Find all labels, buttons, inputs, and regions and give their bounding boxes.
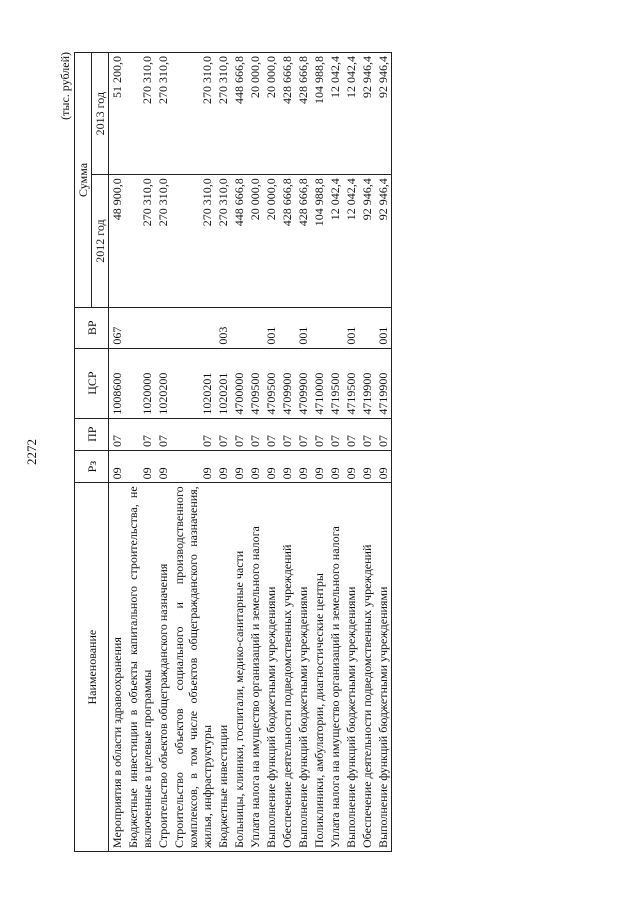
row-name: Обеспечение деятельности подведомственных учреждений bbox=[279, 483, 295, 852]
row-csr: 4719900 bbox=[375, 348, 392, 418]
row-csr: 1020201 bbox=[171, 348, 215, 418]
row-rz: 09 bbox=[155, 450, 171, 482]
row-sum-2012: 20 000,0 bbox=[263, 175, 279, 308]
row-sum-2013: 12 042,4 bbox=[343, 53, 359, 175]
table-row bbox=[359, 53, 375, 852]
row-vr bbox=[327, 307, 343, 348]
table-row bbox=[247, 53, 263, 852]
row-name: Обеспечение деятельности подведомственных учреждений bbox=[359, 483, 375, 852]
row-sum-2012: 448 666,8 bbox=[231, 175, 247, 308]
row-csr: 4709500 bbox=[247, 348, 263, 418]
row-sum-2012: 270 310,0 bbox=[125, 175, 155, 308]
header-name: Наименование bbox=[75, 483, 109, 852]
row-rz: 09 bbox=[295, 450, 311, 482]
row-vr bbox=[359, 307, 375, 348]
row-pr: 07 bbox=[263, 418, 279, 450]
row-rz: 09 bbox=[247, 450, 263, 482]
row-name: Уплата налога на имущество организаций и земельного налога bbox=[327, 483, 343, 852]
row-name: Поликлиники, амбулатории, диагностические центры bbox=[311, 483, 327, 852]
header-sum: Сумма bbox=[75, 53, 92, 308]
row-rz: 09 bbox=[171, 450, 215, 482]
row-sum-2013: 270 310,0 bbox=[171, 53, 215, 175]
row-name: Выполнение функций бюджетными учреждениями bbox=[295, 483, 311, 852]
row-pr: 07 bbox=[125, 418, 155, 450]
row-rz: 09 bbox=[375, 450, 392, 482]
row-rz: 09 bbox=[279, 450, 295, 482]
budget-table bbox=[74, 52, 392, 852]
table-body bbox=[109, 53, 392, 852]
table-row bbox=[171, 53, 215, 852]
row-sum-2013: 20 000,0 bbox=[247, 53, 263, 175]
row-name: Больницы, клиники, госпитали, медико-санитарные части bbox=[231, 483, 247, 852]
row-csr: 1020200 bbox=[155, 348, 171, 418]
row-csr: 4709900 bbox=[295, 348, 311, 418]
header-csr: ЦСР bbox=[75, 348, 109, 418]
row-name: Мероприятия в области здравоохранения bbox=[109, 483, 126, 852]
header-pr: ПР bbox=[75, 418, 109, 450]
row-sum-2013: 448 666,8 bbox=[231, 53, 247, 175]
row-vr: 001 bbox=[375, 307, 392, 348]
row-sum-2012: 48 900,0 bbox=[109, 175, 126, 308]
table-row bbox=[109, 53, 126, 852]
header-year-2012: 2012 год bbox=[92, 175, 109, 308]
row-sum-2013: 270 310,0 bbox=[215, 53, 231, 175]
row-csr: 1020000 bbox=[125, 348, 155, 418]
row-csr: 4700000 bbox=[231, 348, 247, 418]
row-pr: 07 bbox=[231, 418, 247, 450]
row-vr bbox=[171, 307, 215, 348]
row-sum-2012: 270 310,0 bbox=[171, 175, 215, 308]
row-rz: 09 bbox=[125, 450, 155, 482]
row-vr: 001 bbox=[343, 307, 359, 348]
row-csr: 1020201 bbox=[215, 348, 231, 418]
table-header bbox=[75, 53, 109, 852]
row-sum-2013: 51 200,0 bbox=[109, 53, 126, 175]
row-rz: 09 bbox=[359, 450, 375, 482]
row-csr: 4710000 bbox=[311, 348, 327, 418]
row-pr: 07 bbox=[155, 418, 171, 450]
table-row bbox=[215, 53, 231, 852]
row-rz: 09 bbox=[231, 450, 247, 482]
row-sum-2012: 104 988,8 bbox=[311, 175, 327, 308]
row-csr: 4719500 bbox=[327, 348, 343, 418]
table-row bbox=[155, 53, 171, 852]
row-sum-2012: 428 666,8 bbox=[279, 175, 295, 308]
row-sum-2012: 92 946,4 bbox=[359, 175, 375, 308]
row-vr bbox=[279, 307, 295, 348]
row-csr: 4719900 bbox=[359, 348, 375, 418]
header-year-2013: 2013 год bbox=[92, 53, 109, 175]
row-pr: 07 bbox=[375, 418, 392, 450]
row-name: Выполнение функций бюджетными учреждениями bbox=[375, 483, 392, 852]
row-sum-2012: 428 666,8 bbox=[295, 175, 311, 308]
row-vr: 001 bbox=[263, 307, 279, 348]
row-sum-2013: 428 666,8 bbox=[279, 53, 295, 175]
table-row bbox=[327, 53, 343, 852]
row-name: Бюджетные инвестиции bbox=[215, 483, 231, 852]
budget-sheet bbox=[58, 52, 578, 852]
row-pr: 07 bbox=[279, 418, 295, 450]
row-rz: 09 bbox=[311, 450, 327, 482]
table-row bbox=[295, 53, 311, 852]
row-sum-2012: 20 000,0 bbox=[247, 175, 263, 308]
row-name: Уплата налога на имущество организаций и земельного налога bbox=[247, 483, 263, 852]
header-vr: ВР bbox=[75, 307, 109, 348]
row-name: Строительство объектов социального и производственного комплексов, в том числе объектов общегражданского назначения, жилья, инфраструктуры bbox=[171, 483, 215, 852]
row-vr bbox=[155, 307, 171, 348]
row-pr: 07 bbox=[343, 418, 359, 450]
row-sum-2012: 12 042,4 bbox=[327, 175, 343, 308]
row-sum-2013: 92 946,4 bbox=[375, 53, 392, 175]
row-name: Бюджетные инвестиции в объекты капитального строительства, не включенные в целевые программы bbox=[125, 483, 155, 852]
row-sum-2013: 270 310,0 bbox=[155, 53, 171, 175]
row-sum-2013: 20 000,0 bbox=[263, 53, 279, 175]
row-rz: 09 bbox=[109, 450, 126, 482]
row-rz: 09 bbox=[215, 450, 231, 482]
row-pr: 07 bbox=[215, 418, 231, 450]
page-number: 2272 bbox=[24, 439, 39, 465]
row-rz: 09 bbox=[263, 450, 279, 482]
table-row bbox=[125, 53, 155, 852]
row-sum-2013: 270 310,0 bbox=[125, 53, 155, 175]
row-sum-2012: 270 310,0 bbox=[155, 175, 171, 308]
row-pr: 07 bbox=[359, 418, 375, 450]
row-name: Выполнение функций бюджетными учреждениями bbox=[343, 483, 359, 852]
table-row bbox=[263, 53, 279, 852]
row-sum-2012: 12 042,4 bbox=[343, 175, 359, 308]
row-rz: 09 bbox=[343, 450, 359, 482]
row-vr bbox=[247, 307, 263, 348]
row-vr: 003 bbox=[215, 307, 231, 348]
row-sum-2013: 92 946,4 bbox=[359, 53, 375, 175]
row-vr bbox=[311, 307, 327, 348]
row-name: Строительство объектов общегражданского назначения bbox=[155, 483, 171, 852]
row-rz: 09 bbox=[327, 450, 343, 482]
row-pr: 07 bbox=[109, 418, 126, 450]
row-csr: 4709500 bbox=[263, 348, 279, 418]
row-pr: 07 bbox=[171, 418, 215, 450]
row-sum-2013: 428 666,8 bbox=[295, 53, 311, 175]
table-row bbox=[231, 53, 247, 852]
row-csr: 4719500 bbox=[343, 348, 359, 418]
table-row bbox=[279, 53, 295, 852]
row-csr: 1008600 bbox=[109, 348, 126, 418]
row-csr: 4709900 bbox=[279, 348, 295, 418]
row-vr bbox=[231, 307, 247, 348]
row-pr: 07 bbox=[311, 418, 327, 450]
row-pr: 07 bbox=[327, 418, 343, 450]
row-pr: 07 bbox=[295, 418, 311, 450]
row-vr: 067 bbox=[109, 307, 126, 348]
table-row bbox=[343, 53, 359, 852]
header-rz: Рз bbox=[75, 450, 109, 482]
table-row bbox=[375, 53, 392, 852]
row-sum-2013: 12 042,4 bbox=[327, 53, 343, 175]
row-name: Выполнение функций бюджетными учреждениями bbox=[263, 483, 279, 852]
row-sum-2013: 104 988,8 bbox=[311, 53, 327, 175]
unit-note: (тыс. рублей) bbox=[58, 52, 72, 120]
row-sum-2012: 270 310,0 bbox=[215, 175, 231, 308]
row-sum-2012: 92 946,4 bbox=[375, 175, 392, 308]
row-vr bbox=[125, 307, 155, 348]
row-vr: 001 bbox=[295, 307, 311, 348]
row-pr: 07 bbox=[247, 418, 263, 450]
table-row bbox=[311, 53, 327, 852]
